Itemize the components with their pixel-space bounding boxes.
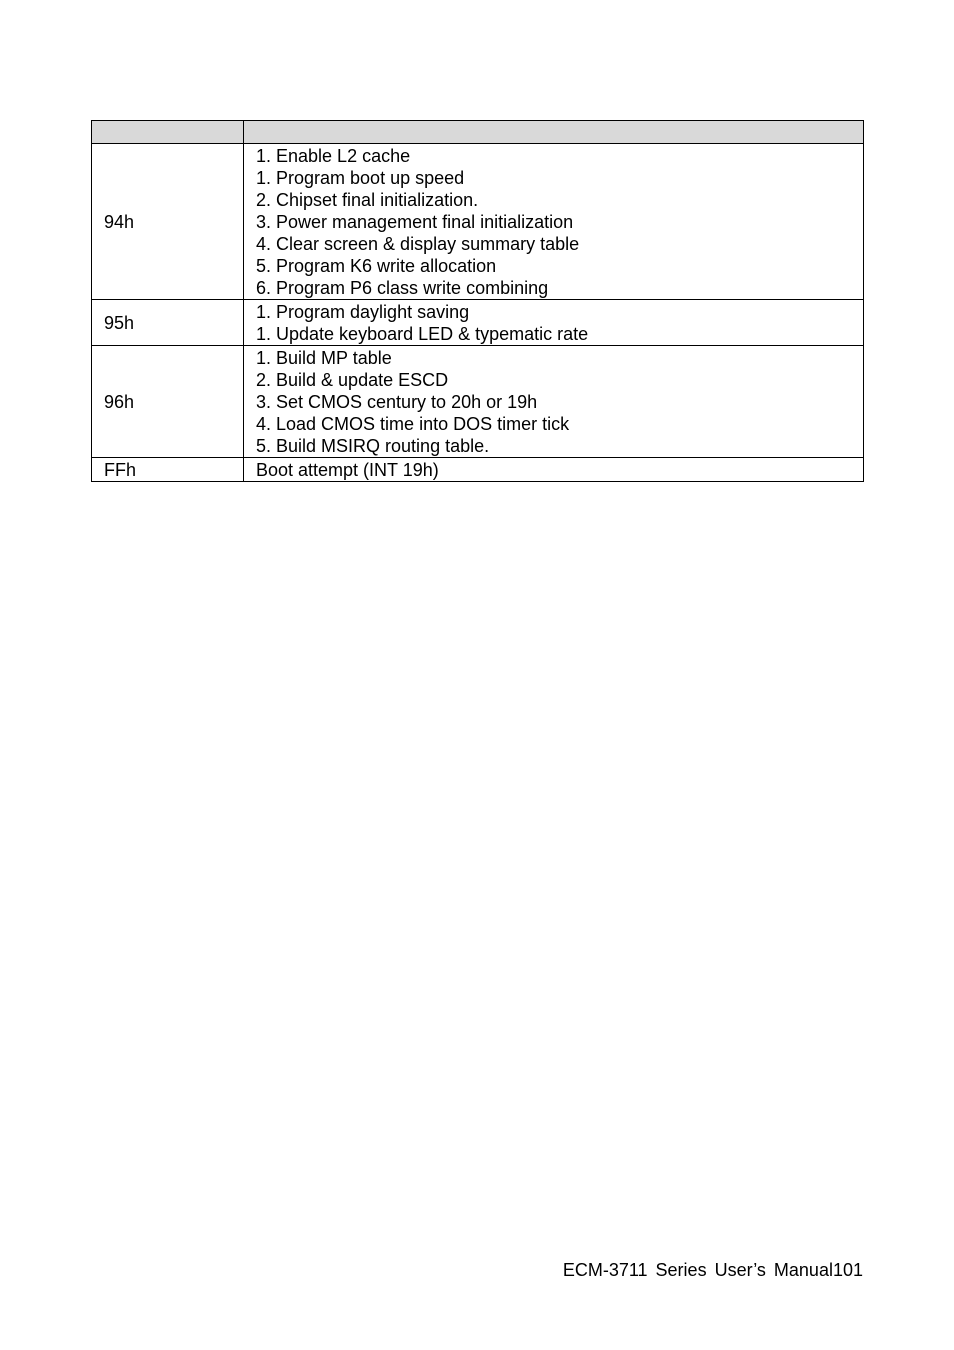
post-description xyxy=(244,300,864,346)
post-code: 95h xyxy=(92,300,244,346)
table-row xyxy=(92,300,864,346)
description-line: 5. Program K6 write allocation xyxy=(256,256,497,276)
page-footer xyxy=(563,1259,863,1281)
description-line: 3. Set CMOS century to 20h or 19h xyxy=(256,392,538,412)
description-line: 6. Program P6 class write combining xyxy=(256,278,549,298)
description-line: 4. Clear screen & display summary table xyxy=(256,234,580,254)
page-number: 101 xyxy=(832,1260,863,1280)
post-code: FFh xyxy=(92,458,244,482)
manual-title: ECM-3711 Series User’s Manual xyxy=(562,1260,833,1280)
description-line: 3. Power management final initialization xyxy=(256,212,574,232)
description-line: 1. Build MP table xyxy=(256,348,392,368)
description-line: 1. Enable L2 cache xyxy=(256,146,411,166)
description-line: 5. Build MSIRQ routing table. xyxy=(256,436,490,456)
table-row xyxy=(92,144,864,300)
post-description xyxy=(244,458,864,482)
description-line: 2. Build & update ESCD xyxy=(256,370,449,390)
header-code xyxy=(92,121,244,144)
description-line: 2. Chipset final initialization. xyxy=(256,190,479,210)
post-code: 96h xyxy=(92,346,244,458)
table-row xyxy=(92,458,864,482)
table-header-row xyxy=(92,121,864,144)
description-line: 1. Program boot up speed xyxy=(256,168,465,188)
post-code-table xyxy=(91,120,864,482)
post-description xyxy=(244,144,864,300)
header-description xyxy=(244,121,864,144)
table-row xyxy=(92,346,864,458)
post-description xyxy=(244,346,864,458)
description-line: Boot attempt (INT 19h) xyxy=(256,460,439,480)
description-line: 4. Load CMOS time into DOS timer tick xyxy=(256,414,570,434)
description-line: 1. Update keyboard LED & typematic rate xyxy=(256,324,589,344)
description-line: 1. Program daylight saving xyxy=(256,302,470,322)
post-code: 94h xyxy=(92,144,244,300)
